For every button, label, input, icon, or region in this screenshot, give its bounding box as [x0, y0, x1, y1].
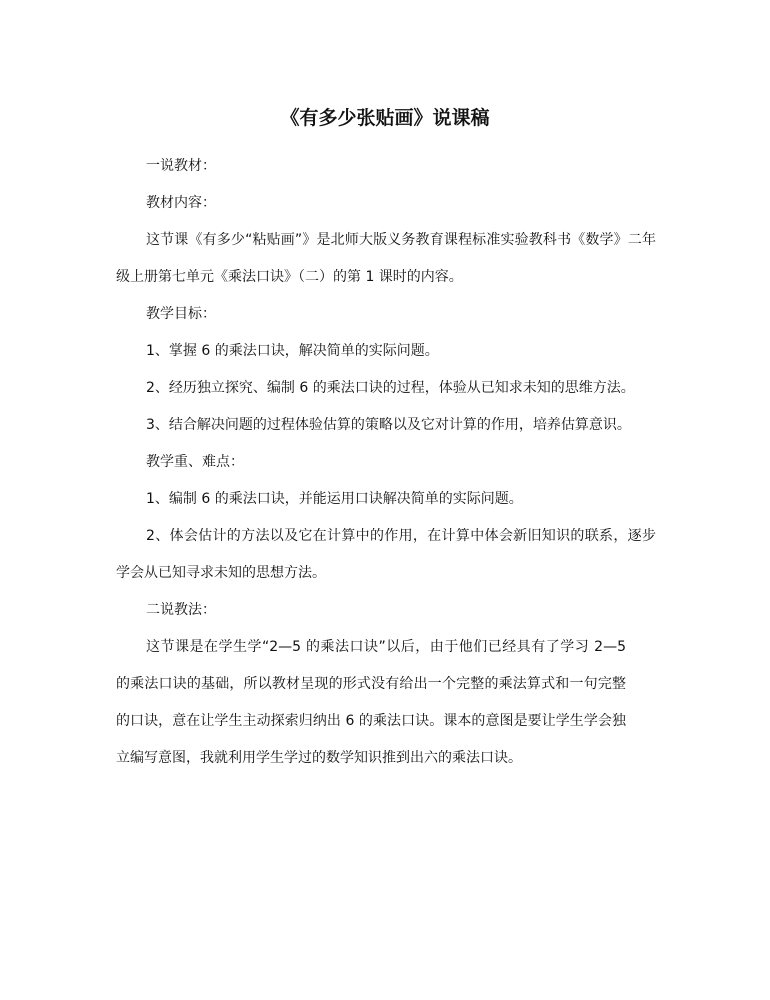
subheading-material-content: 教材内容：	[146, 195, 216, 211]
paragraph-material-description: 这节课《有多少“粘贴画”》是北师大版义务教育课程标准实验教科书《数学》二年级上册第七单元《乘法口诀》（二）的第 1 课时的内容。	[116, 232, 656, 285]
goal-item-2: 2、经历独立探究、编制 6 的乘法口诀的过程，体验从已知求未知的思维方法。	[146, 380, 635, 396]
goal-item-1: 1、掌握 6 的乘法口诀，解决简单的实际问题。	[146, 343, 439, 359]
document-title: 《有多少张贴画》说课稿	[280, 107, 490, 129]
subheading-key-difficult-points: 教学重、难点：	[146, 454, 244, 470]
document-body	[116, 148, 656, 777]
goal-item-3: 3、结合解决问题的过程体验估算的策略以及它对计算的作用，培养估算意识。	[146, 417, 631, 433]
section-heading-teaching-material: 一说教材：	[146, 158, 216, 174]
subheading-teaching-goals: 教学目标：	[146, 306, 216, 322]
key-point-item-1: 1、编制 6 的乘法口诀，并能运用口诀解决简单的实际问题。	[146, 491, 523, 507]
key-point-item-2: 2、体会估计的方法以及它在计算中的作用，在计算中体会新旧知识的联系，逐步学会从已知寻求未知的思想方法。	[116, 528, 656, 581]
section-heading-teaching-method: 二说教法：	[146, 602, 216, 618]
paragraph-teaching-method: 这节课是在学生学“2—5 的乘法口诀”以后，由于他们已经具有了学习 2—5 的乘法口诀的基础，所以教材呈现的形式没有给出一个完整的乘法算式和一句完整的口诀，意在让学生主动探索归纳出 6 的乘法口诀。课本的意图是要让学生学会独立编写意图，我就利用学生学过的数学知识推到出六的乘法口诀。	[116, 639, 626, 766]
